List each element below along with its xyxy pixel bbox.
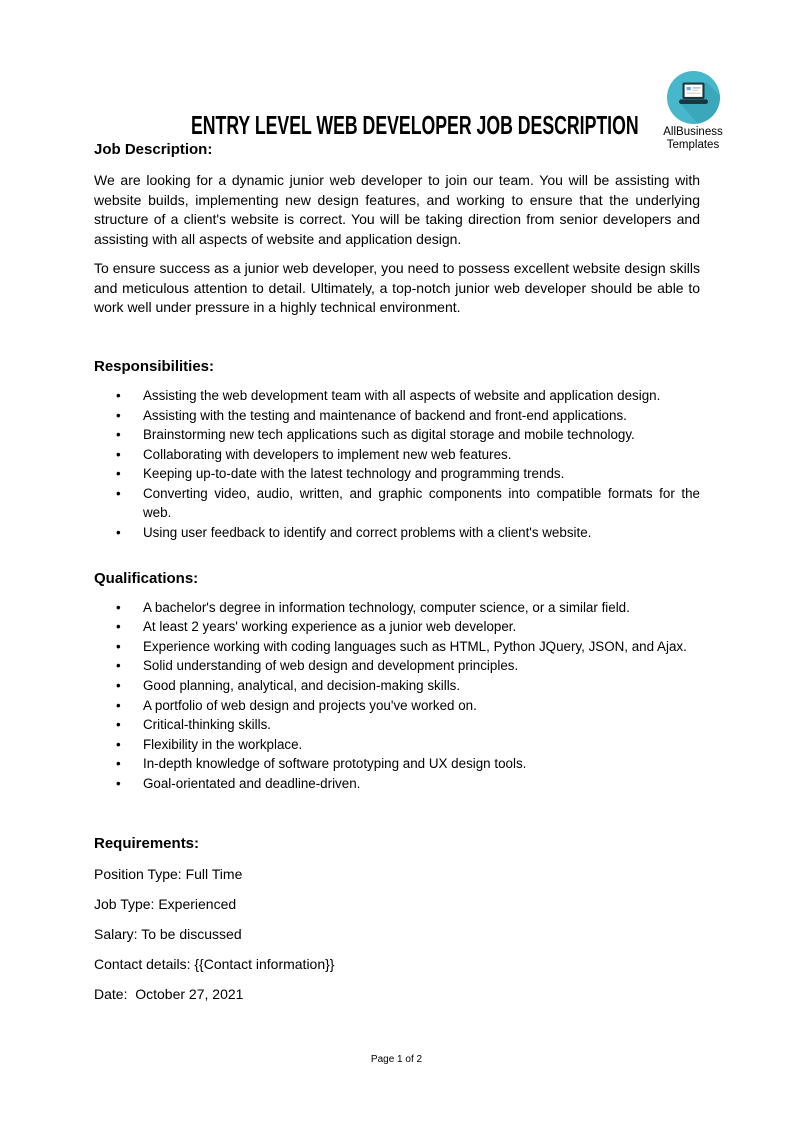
list-item: • Brainstorming new tech applications such as digital storage and mobile technology. [143,425,700,445]
qualifications-heading: Qualifications: [94,569,199,587]
requirement-position-type: Position Type: Full Time [94,865,243,882]
list-item: • Using user feedback to identify and correct problems with a client's website. [143,523,700,543]
list-item: • Goal-orientated and deadline-driven. [143,774,700,794]
list-item: • A bachelor's degree in information technology, computer science, or a similar field. [143,598,700,618]
requirement-job-type: Job Type: Experienced [94,895,237,912]
list-item: • Converting video, audio, written, and graphic components into compatible formats for the web. [143,484,700,523]
list-item: • Experience working with coding languages such as HTML, Python JQuery, JSON, and Ajax. [143,637,700,657]
list-item: • A portfolio of web design and projects you've worked on. [143,696,700,716]
job-description-heading: Job Description: [94,141,213,158]
list-item: • Keeping up-to-date with the latest technology and programming trends. [143,464,700,484]
list-item: • Assisting with the testing and maintenance of backend and front-end applications. [143,406,700,426]
list-item: • Flexibility in the workplace. [143,735,700,755]
list-item: • Solid understanding of web design and development principles. [143,656,700,676]
list-item: • Collaborating with developers to implement new web features. [143,445,700,465]
list-item: • In-depth knowledge of software prototyping and UX design tools. [143,754,700,774]
laptop-icon [667,71,720,124]
qualifications-list [94,598,700,794]
list-item: • At least 2 years' working experience as a junior web developer. [143,617,700,637]
requirement-salary: Salary: To be discussed [94,925,242,942]
list-item: • Critical-thinking skills. [143,715,700,735]
requirements-heading: Requirements: [94,834,200,852]
page-number: Page 1 of 2 [370,1054,423,1065]
requirement-contact-details: Contact details: {{Contact information}} [94,955,335,972]
list-item: • Good planning, analytical, and decision-making skills. [143,676,700,696]
list-item: • Assisting the web development team with all aspects of website and application design. [143,386,700,406]
logo-brand-line1: AllBusiness [663,126,723,138]
job-description-paragraph-2: To ensure success as a junior web developer, you need to possess excellent website design skills and meticulous attention to detail. Ultimately, a top-notch junior web developer should be able to work well under pressure in a highly technical environment. [94,259,700,316]
responsibilities-list [94,386,700,543]
responsibilities-heading: Responsibilities: [94,357,215,375]
job-description-paragraph-1: We are looking for a dynamic junior web developer to join our team. You will be assisting with website builds, implementing new design features, and working to ensure that the underlying structure of a client's website is correct. You will be taking direction from senior developers and assisting with all aspects of website and application design. [94,172,700,248]
allbusiness-logo [655,71,731,151]
requirement-date: Date: October 27, 2021 [94,985,244,1002]
document-title: ENTRY LEVEL WEB DEVELOPER JOB DESCRIPTION [190,110,639,140]
logo-brand-line2: Templates [666,138,720,151]
